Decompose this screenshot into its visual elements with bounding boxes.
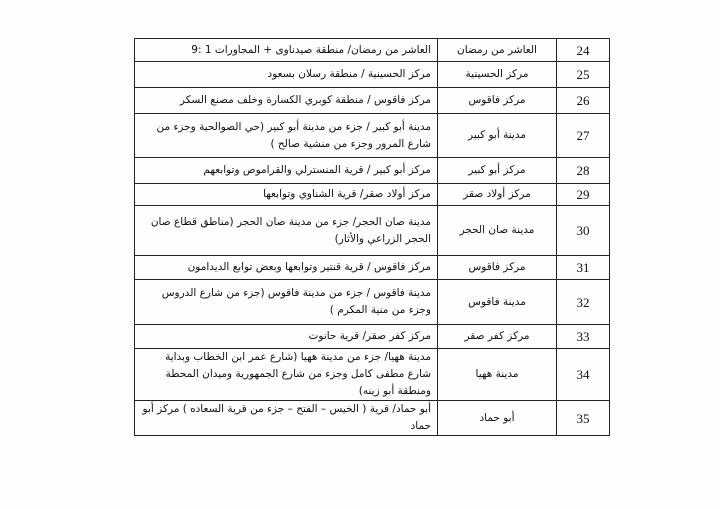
table-row: [135, 62, 610, 88]
area-name: مركز أولاد صقر: [438, 184, 557, 206]
table-row: [135, 401, 610, 436]
area-name: مدينة أبو كبير: [438, 114, 557, 158]
row-number: 34: [557, 349, 610, 401]
table-row: [135, 158, 610, 184]
table-row: [135, 256, 610, 280]
area-description: مدينة صان الحجر/ جزء من مدينة صان الحجر (مناطق قطاع صان الحجر الزراعي والأثار): [135, 206, 438, 256]
table-row: [135, 349, 610, 401]
area-description: مركز الحسينية / منطقة رسلان بسعود: [135, 62, 438, 88]
row-number: 33: [557, 325, 610, 349]
row-number: 26: [557, 88, 610, 114]
area-name: مدينة ههيا: [438, 349, 557, 401]
area-description: مركز كفر صقر/ قرية حانوت: [135, 325, 438, 349]
table-row: [135, 88, 610, 114]
area-description: مركز فاقوس / منطقة كوبري الكسارة وخلف مصنع السكر: [135, 88, 438, 114]
area-name: مركز الحسينية: [438, 62, 557, 88]
area-name: مدينة صان الحجر: [438, 206, 557, 256]
area-description: مدينة فاقوس / جزء من مدينة فاقوس (جزء من شارع الدروس وجزء من منية المكرم ): [135, 280, 438, 325]
area-name: العاشر من رمضان: [438, 39, 557, 62]
row-number: 27: [557, 114, 610, 158]
row-number: 30: [557, 206, 610, 256]
row-number: 32: [557, 280, 610, 325]
area-description: مدينة ههيا/ جزء من مدينة ههيا (شارع عمر ابن الخطاب وبداية شارع مطفى كامل وجزء من شارع الجمهورية وميدان المحطة ومنطقة أبو زينه): [135, 349, 438, 401]
row-number: 31: [557, 256, 610, 280]
outage-areas-table: [134, 38, 610, 436]
table-row: [135, 39, 610, 62]
area-description: مركز أولاد صقر/ قرية الشناوي وتوابعها: [135, 184, 438, 206]
area-name: مركز فاقوس: [438, 256, 557, 280]
table-row: [135, 325, 610, 349]
area-name: أبو حماد: [438, 401, 557, 436]
table-row: [135, 206, 610, 256]
row-number: 35: [557, 401, 610, 436]
area-description: العاشر من رمضان/ منطقة صيدناوى + المجاورات 1 :9: [135, 39, 438, 62]
row-number: 29: [557, 184, 610, 206]
area-description: مدينة أبو كبير / جزء من مدينة أبو كبير (حي الصوالحية وجزء من شارع المرور وجزء من منشية صالح ): [135, 114, 438, 158]
row-number: 24: [557, 39, 610, 62]
row-number: 25: [557, 62, 610, 88]
table-row: [135, 280, 610, 325]
area-description: مركز أبو كبير / قرية المنسترلي والقراموص وتوابعهم: [135, 158, 438, 184]
area-name: مركز فاقوس: [438, 88, 557, 114]
area-name: مدينة فاقوس: [438, 280, 557, 325]
table-row: [135, 114, 610, 158]
area-description: مركز فاقوس / قرية قنتير وتوابعها وبعض توابع الديدامون: [135, 256, 438, 280]
table-row: [135, 184, 610, 206]
area-description: أبو حماد/ قرية ( الخيس – الفتح – جزء من قرية السعاده ) مركز أبو حماد: [135, 401, 438, 436]
area-name: مركز كفر صقر: [438, 325, 557, 349]
area-name: مركز أبو كبير: [438, 158, 557, 184]
row-number: 28: [557, 158, 610, 184]
